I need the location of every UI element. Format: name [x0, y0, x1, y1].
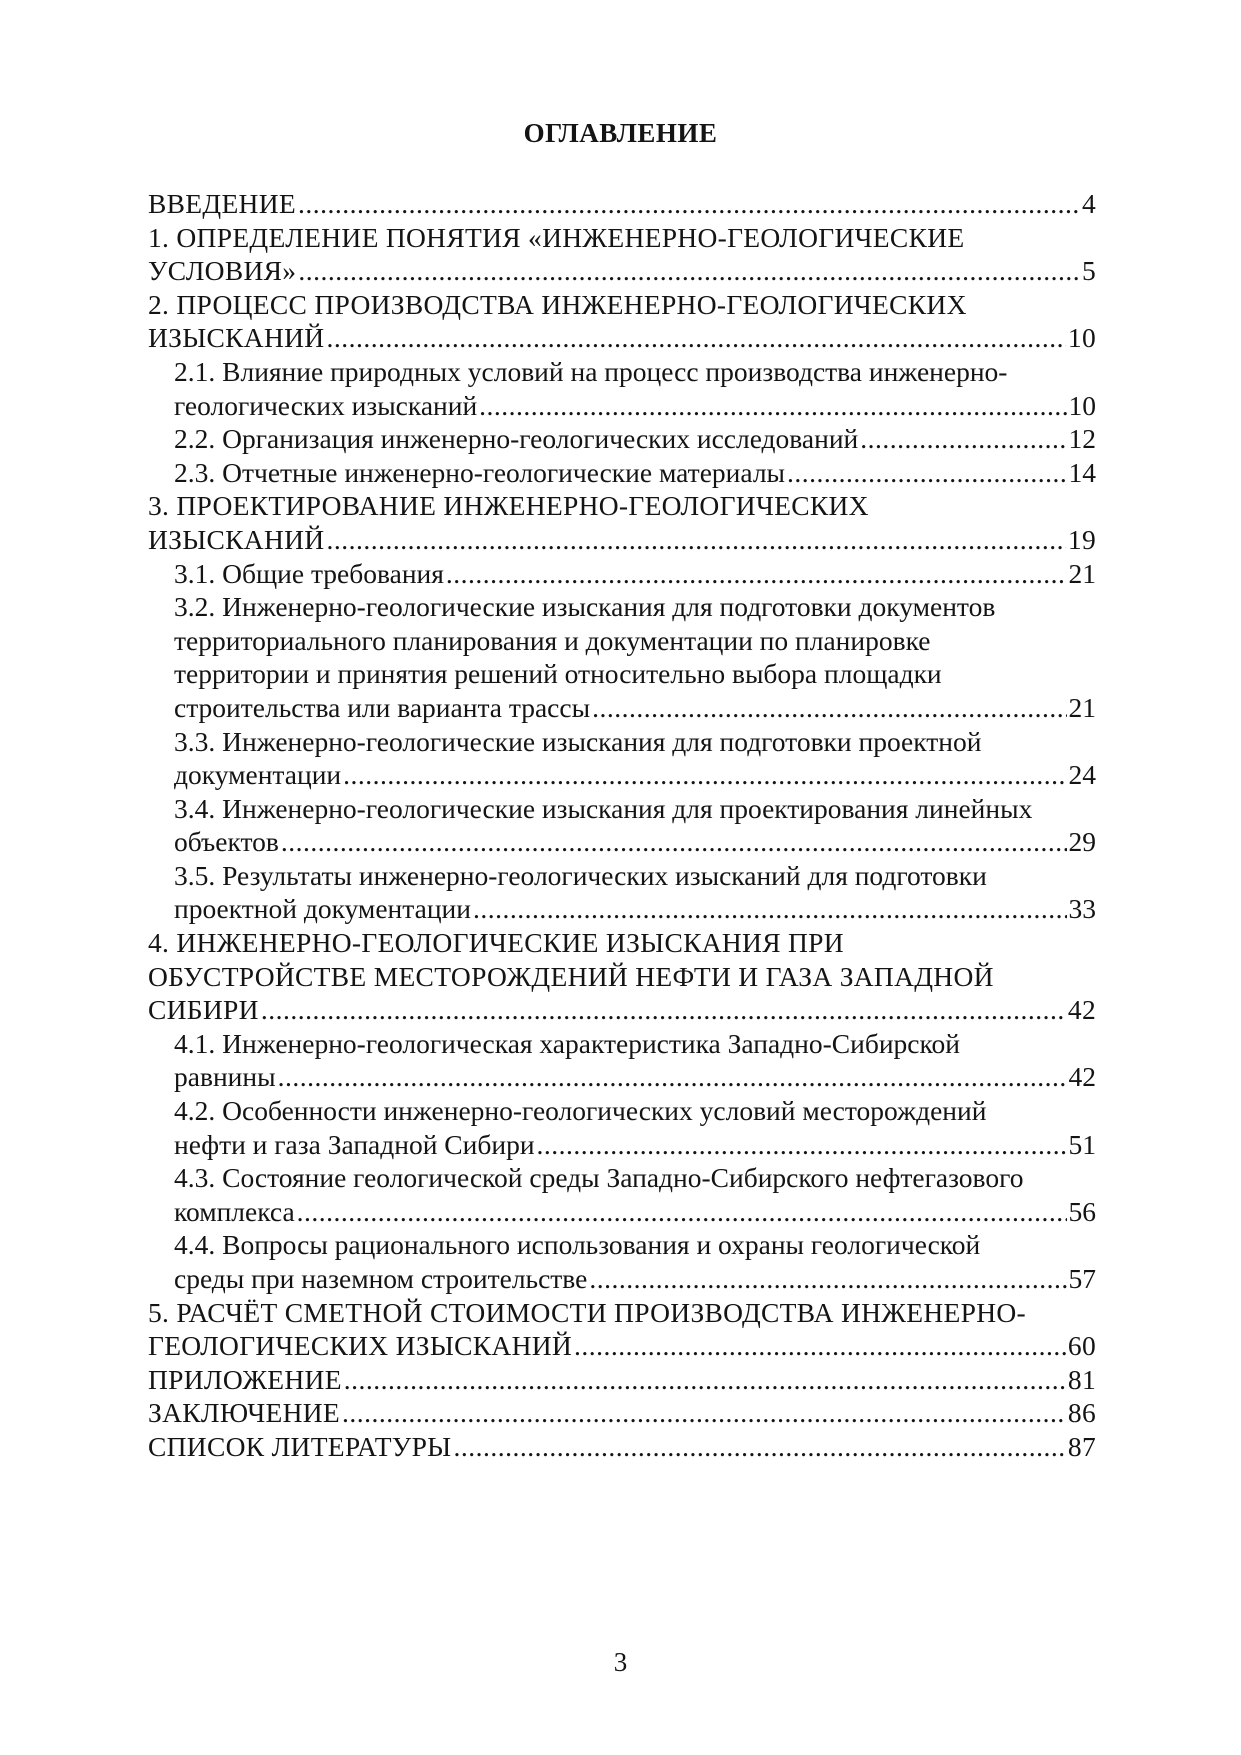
toc-dot-leader: [278, 1060, 1067, 1094]
toc-dot-leader: [343, 758, 1066, 792]
toc-entry[interactable]: [148, 792, 1096, 859]
toc-dot-leader: [473, 892, 1067, 926]
toc-entry-line: 3.2. Инженерно-геологические изыскания для подготовки документов: [174, 591, 996, 623]
toc-entry-line: 4.3. Состояние геологической среды Западно-Сибирского нефтегазового: [174, 1162, 1024, 1194]
toc-entry-text: среды при наземном строительстве: [174, 1263, 588, 1294]
toc-entry-last-line: [148, 254, 1096, 288]
toc-page-number: 33: [1068, 893, 1096, 925]
toc-page-number: 29: [1068, 826, 1096, 858]
toc-entry-text: ЗАКЛЮЧЕНИЕ: [148, 1397, 341, 1429]
toc-entry[interactable]: [148, 1363, 1096, 1397]
toc-entry-last-line: [148, 187, 1096, 221]
toc-entry-last-line: [148, 321, 1096, 355]
toc-entry-last-line: [148, 1430, 1096, 1464]
toc-dot-leader: [860, 422, 1066, 456]
toc-dot-leader: [787, 456, 1066, 490]
toc-entry-text: геологических изысканий: [174, 389, 478, 421]
toc-entry-last-line: [148, 1329, 1096, 1363]
toc-entry-text: 3.1. Общие требования: [174, 557, 444, 589]
toc-entry-line: 2. ПРОЦЕСС ПРОИЗВОДСТВА ИНЖЕНЕРНО-ГЕОЛОГИЧЕСКИХ: [148, 288, 967, 320]
toc-entry-text: ИЗЫСКАНИЙ: [148, 322, 325, 354]
toc-dot-leader: [446, 557, 1067, 591]
toc-page-number: 87: [1067, 1430, 1096, 1462]
toc-dot-leader: [342, 1396, 1066, 1430]
toc-page-number: 21: [1068, 557, 1096, 589]
toc-entry-last-line: [174, 691, 1096, 725]
toc-entry-line: 2.1. Влияние природных условий на процесс производства инженерно-: [174, 355, 1008, 387]
toc-entry-line: территориального планирования и документации по планировке: [174, 624, 931, 656]
toc-entry[interactable]: [148, 926, 1096, 1027]
toc-entry-text: ИЗЫСКАНИЙ: [148, 523, 325, 555]
toc-entry-last-line: [174, 1128, 1096, 1162]
toc-entry-text: проектной документации: [174, 893, 471, 925]
toc-entry[interactable]: [148, 221, 1096, 288]
toc-dot-leader: [592, 691, 1066, 725]
toc-page-number: 4: [1081, 188, 1096, 219]
toc-entry-last-line: [174, 389, 1096, 423]
toc-entry-line: 5. РАСЧЁТ СМЕТНОЙ СТОИМОСТИ ПРОИЗВОДСТВА ИНЖЕНЕРНО-: [148, 1296, 1026, 1328]
toc-entry-last-line: [148, 523, 1096, 557]
toc-entry-last-line: [174, 456, 1096, 490]
toc-entry-text: равнины: [174, 1061, 276, 1093]
toc-entry[interactable]: [148, 422, 1096, 456]
toc-entry-line: 4. ИНЖЕНЕРНО-ГЕОЛОГИЧЕСКИЕ ИЗЫСКАНИЯ ПРИ: [148, 927, 844, 959]
toc-entry[interactable]: [148, 456, 1096, 490]
toc-page-number: 14: [1068, 456, 1096, 488]
toc-entry-last-line: [174, 422, 1096, 456]
toc-page-number: 12: [1068, 423, 1096, 455]
toc-entry-last-line: [174, 1262, 1096, 1296]
toc-dot-leader: [281, 825, 1067, 859]
toc-entry-last-line: [174, 758, 1096, 792]
toc-entry[interactable]: [148, 557, 1096, 591]
toc-page-number: 81: [1067, 1363, 1096, 1395]
toc-entry-last-line: [174, 892, 1096, 926]
toc-entry-last-line: [174, 1060, 1096, 1094]
toc-page-number: 51: [1068, 1128, 1096, 1160]
toc-entry[interactable]: [148, 1296, 1096, 1363]
toc-entry[interactable]: [148, 1094, 1096, 1161]
toc-entry-text: СПИСОК ЛИТЕРАТУРЫ: [148, 1430, 452, 1462]
toc-page-number: 56: [1068, 1195, 1096, 1227]
toc-page-number: 19: [1067, 523, 1096, 555]
toc-page-number: 86: [1067, 1397, 1096, 1429]
toc-dot-leader: [479, 389, 1066, 423]
toc-entry-line: 3.4. Инженерно-геологические изыскания для проектирования линейных: [174, 792, 1033, 824]
toc-entry-text: комплекса: [174, 1195, 295, 1227]
toc-entry[interactable]: [148, 1430, 1096, 1464]
toc-entry[interactable]: [148, 489, 1096, 556]
toc-entry-text: объектов: [174, 826, 279, 858]
toc-entry-text: ГЕОЛОГИЧЕСКИХ ИЗЫСКАНИЙ: [148, 1330, 573, 1362]
toc-entry-line: 4.2. Особенности инженерно-геологических условий месторождений: [174, 1095, 987, 1127]
toc-entry-line: ОБУСТРОЙСТВЕ МЕСТОРОЖДЕНИЙ НЕФТИ И ГАЗА ЗАПАДНОЙ: [148, 960, 994, 992]
toc-dot-leader: [298, 187, 1080, 221]
toc-entry-line: территории и принятия решений относительно выбора площадки: [174, 658, 942, 690]
toc-entry-last-line: [174, 557, 1096, 591]
toc-entry-last-line: [148, 1363, 1096, 1397]
toc-entry-line: 3.3. Инженерно-геологические изыскания для подготовки проектной: [174, 725, 982, 757]
toc-page-number: 42: [1067, 994, 1096, 1026]
toc-entry-text: ПРИЛОЖЕНИЕ: [148, 1363, 342, 1395]
toc-entry[interactable]: [148, 725, 1096, 792]
toc-page-number: 21: [1068, 691, 1096, 723]
toc-dot-leader: [261, 993, 1066, 1027]
toc-entry-text: УСЛОВИЯ»: [148, 255, 297, 287]
toc-dot-leader: [326, 523, 1065, 557]
toc-dot-leader: [453, 1430, 1065, 1464]
page-number: 3: [613, 1647, 628, 1677]
toc-dot-leader: [537, 1128, 1067, 1162]
toc-page-number: 10: [1068, 389, 1096, 421]
toc-dot-leader: [344, 1363, 1066, 1397]
toc-entry-line: 3. ПРОЕКТИРОВАНИЕ ИНЖЕНЕРНО-ГЕОЛОГИЧЕСКИХ: [148, 490, 869, 522]
toc-entry[interactable]: [148, 187, 1096, 221]
page-title: ОГЛАВЛЕНИЕ: [523, 118, 718, 148]
toc-entry-text: ВВЕДЕНИЕ: [148, 188, 296, 219]
toc-entry[interactable]: [148, 590, 1096, 724]
toc-entry[interactable]: [148, 1161, 1096, 1228]
toc-page-number: 60: [1067, 1330, 1096, 1362]
toc-dot-leader: [297, 1195, 1067, 1229]
toc-entry[interactable]: [148, 1228, 1096, 1295]
toc-entry-text: 2.2. Организация инженерно-геологических исследований: [174, 423, 859, 455]
toc-entry-text: документации: [174, 759, 342, 791]
toc-page-number: 57: [1068, 1263, 1096, 1294]
toc-entry[interactable]: [148, 355, 1096, 422]
toc-page-number: 5: [1081, 255, 1096, 287]
toc-dot-leader: [574, 1329, 1066, 1363]
toc-entry-last-line: [148, 993, 1096, 1027]
toc-page-number: 42: [1068, 1061, 1096, 1093]
toc-entry-last-line: [174, 1195, 1096, 1229]
toc-entry-line: 4.4. Вопросы рационального использования и охраны геологической: [174, 1229, 981, 1261]
toc-dot-leader: [589, 1262, 1066, 1296]
toc-page-number: 10: [1067, 322, 1096, 354]
toc-page-number: 24: [1068, 759, 1096, 791]
toc-dot-leader: [298, 254, 1080, 288]
toc-dot-leader: [326, 321, 1065, 355]
toc-entry-line: 1. ОПРЕДЕЛЕНИЕ ПОНЯТИЯ «ИНЖЕНЕРНО-ГЕОЛОГИЧЕСКИЕ: [148, 221, 965, 253]
toc-entry-text: строительства или варианта трассы: [174, 691, 591, 723]
toc-entry-text: СИБИРИ: [148, 994, 259, 1026]
toc-entry[interactable]: [148, 859, 1096, 926]
toc-entry-text: 2.3. Отчетные инженерно-геологические материалы: [174, 456, 786, 488]
toc-entry[interactable]: [148, 1396, 1096, 1430]
toc-entry[interactable]: [148, 288, 1096, 355]
toc-entry[interactable]: [148, 1027, 1096, 1094]
table-of-contents: [148, 187, 1096, 1464]
toc-entry-last-line: [174, 825, 1096, 859]
toc-entry-last-line: [148, 1396, 1096, 1430]
toc-entry-text: нефти и газа Западной Сибири: [174, 1128, 535, 1160]
toc-entry-line: 4.1. Инженерно-геологическая характеристика Западно-Сибирской: [174, 1027, 960, 1059]
toc-entry-line: 3.5. Результаты инженерно-геологических изысканий для подготовки: [174, 859, 987, 891]
